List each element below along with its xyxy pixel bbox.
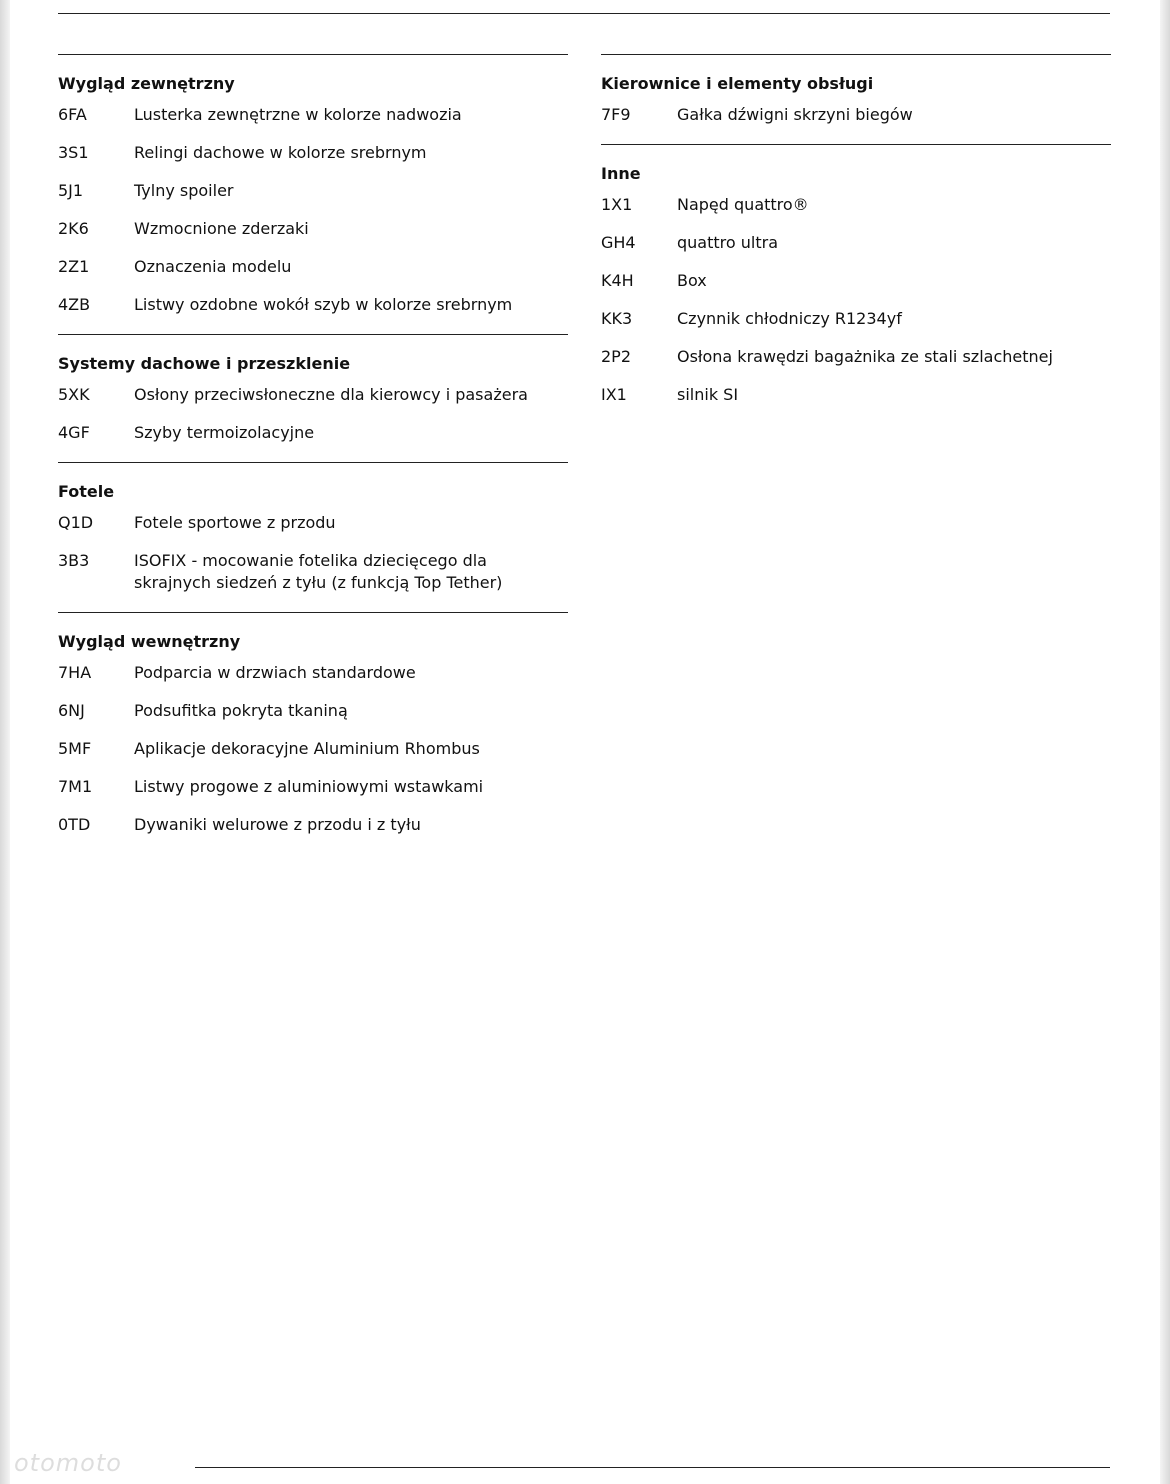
option-code: 1X1 bbox=[601, 195, 633, 214]
option-description: Dywaniki welurowe z przodu i z tyłu bbox=[134, 815, 421, 834]
option-description: Listwy progowe z aluminiowymi wstawkami bbox=[134, 777, 484, 796]
option-description: ISOFIX - mocowanie fotelika dziecięcego dla skrajnych siedzeń z tyłu (z funkcją Top Tether) bbox=[134, 551, 503, 592]
option-row bbox=[58, 180, 568, 202]
option-description: Relingi dachowe w kolorze srebrnym bbox=[134, 143, 427, 162]
option-row bbox=[58, 776, 568, 798]
option-code: 4GF bbox=[58, 423, 90, 442]
section-title: Kierownice i elementy obsługi bbox=[601, 74, 874, 93]
option-code: GH4 bbox=[601, 233, 636, 252]
option-description: Tylny spoiler bbox=[134, 181, 234, 200]
option-code: 7F9 bbox=[601, 105, 631, 124]
option-row bbox=[601, 308, 1111, 330]
option-row bbox=[58, 814, 568, 836]
option-code: Q1D bbox=[58, 513, 94, 532]
option-description: Osłony przeciwsłoneczne dla kierowcy i pasażera bbox=[134, 385, 528, 404]
option-description: Oznaczenia modelu bbox=[134, 257, 292, 276]
section-title: Fotele bbox=[58, 482, 115, 501]
option-row bbox=[601, 346, 1111, 368]
option-row bbox=[58, 550, 568, 594]
left-column bbox=[58, 54, 568, 854]
option-code: 6NJ bbox=[58, 701, 85, 720]
option-description: Fotele sportowe z przodu bbox=[134, 513, 336, 532]
option-code: 2K6 bbox=[58, 219, 89, 238]
option-description: silnik SI bbox=[677, 385, 739, 404]
option-code: 2Z1 bbox=[58, 257, 90, 276]
option-row bbox=[601, 384, 1111, 406]
option-code: 3B3 bbox=[58, 551, 90, 570]
option-row bbox=[58, 662, 568, 684]
option-row bbox=[58, 294, 568, 316]
option-code: 0TD bbox=[58, 815, 91, 834]
section-wyglad-wewnetrzny bbox=[58, 612, 568, 836]
section-wyglad-zewnetrzny bbox=[58, 54, 568, 316]
page-edge-right bbox=[1160, 0, 1170, 1484]
option-code: 5XK bbox=[58, 385, 90, 404]
option-code: 2P2 bbox=[601, 347, 632, 366]
option-description: quattro ultra bbox=[677, 233, 778, 252]
option-row bbox=[58, 738, 568, 760]
option-description: Szyby termoizolacyjne bbox=[134, 423, 315, 442]
option-row bbox=[601, 194, 1111, 216]
option-code: KK3 bbox=[601, 309, 633, 328]
option-description: Czynnik chłodniczy R1234yf bbox=[677, 309, 902, 328]
right-column bbox=[601, 54, 1111, 424]
option-row bbox=[601, 270, 1111, 292]
option-description: Wzmocnione zderzaki bbox=[134, 219, 309, 238]
option-description: Gałka dźwigni skrzyni biegów bbox=[677, 105, 913, 124]
option-row bbox=[601, 232, 1111, 254]
option-row bbox=[58, 422, 568, 444]
section-systemy-dachowe-i-przeszklenie bbox=[58, 334, 568, 444]
option-row bbox=[58, 256, 568, 278]
option-description: Listwy ozdobne wokół szyb w kolorze srebrnym bbox=[134, 295, 513, 314]
page-edge-left bbox=[0, 0, 10, 1484]
option-code: 6FA bbox=[58, 105, 87, 124]
option-row bbox=[601, 104, 1111, 126]
section-title: Wygląd zewnętrzny bbox=[58, 74, 235, 93]
option-row bbox=[58, 700, 568, 722]
bottom-divider bbox=[195, 1467, 1110, 1468]
option-code: 7HA bbox=[58, 663, 92, 682]
option-description: Aplikacje dekoracyjne Aluminium Rhombus bbox=[134, 739, 480, 758]
section-inne bbox=[601, 144, 1111, 406]
section-title: Wygląd wewnętrzny bbox=[58, 632, 241, 651]
watermark: otomoto bbox=[14, 1449, 122, 1477]
option-row bbox=[58, 142, 568, 164]
option-code: 3S1 bbox=[58, 143, 89, 162]
section-fotele bbox=[58, 462, 568, 594]
option-description: Napęd quattro® bbox=[677, 195, 809, 214]
option-row bbox=[58, 218, 568, 240]
section-title: Inne bbox=[601, 164, 641, 183]
option-description: Box bbox=[677, 271, 707, 290]
option-description: Osłona krawędzi bagażnika ze stali szlachetnej bbox=[677, 347, 1053, 366]
option-code: 5J1 bbox=[58, 181, 84, 200]
option-row bbox=[58, 384, 568, 406]
option-description: Lusterka zewnętrzne w kolorze nadwozia bbox=[134, 105, 462, 124]
option-row bbox=[58, 512, 568, 534]
option-code: 5MF bbox=[58, 739, 92, 758]
option-description: Podparcia w drzwiach standardowe bbox=[134, 663, 416, 682]
option-code: 4ZB bbox=[58, 295, 91, 314]
option-description: Podsufitka pokryta tkaniną bbox=[134, 701, 348, 720]
option-code: 7M1 bbox=[58, 777, 93, 796]
option-code: IX1 bbox=[601, 385, 627, 404]
option-code: K4H bbox=[601, 271, 634, 290]
section-title: Systemy dachowe i przeszklenie bbox=[58, 354, 351, 373]
option-row bbox=[58, 104, 568, 126]
top-divider bbox=[58, 13, 1110, 14]
section-kierownice-i-elementy-obslugi bbox=[601, 54, 1111, 126]
